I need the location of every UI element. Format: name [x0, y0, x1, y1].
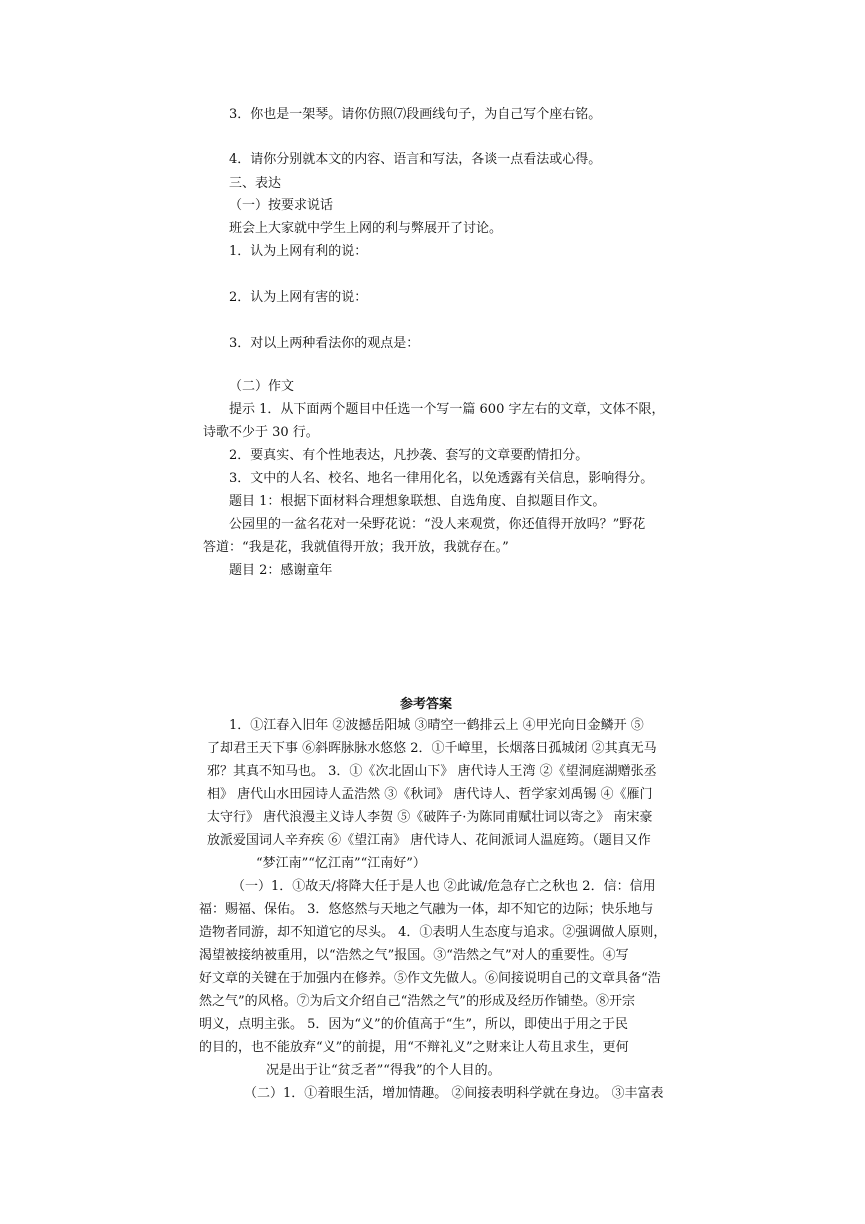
answer-line: 好文章的关键在于加强内在修养。⑤作文先做人。⑥间接说明自己的文章具备“浩 — [199, 971, 661, 986]
answer-line: 相》 唐代山水田园诗人孟浩然 ③《秋词》 唐代诗人、哲学家刘禹锡 ④《雁门 — [207, 787, 653, 802]
tip-1-line-2: 诗歌不少于 30 行。 — [203, 425, 319, 440]
answer-line: 福：赐福、保佑。 3．悠悠然与天地之气融为一体，却不知它的边际；快乐地与 — [199, 902, 654, 917]
answer-line: 造物者同游，却不知道它的尽头。 4．①表明人生态度与追求。②强调做人原则， — [199, 925, 667, 940]
question-4: 4．请你分别就本文的内容、语言和写法，各谈一点看法或心得。 — [229, 152, 602, 167]
tip-3: 3．文中的人名、校名、地名一律用化名，以免透露有关信息，影响得分。 — [229, 471, 654, 486]
tip-2: 2．要真实、有个性地表达，凡抄袭、套写的文章要酌情扣分。 — [229, 448, 589, 463]
answer-line: （一）1．①故天/将降大任于是人也 ②此诚/危急存亡之秋也 2．信：信用 — [232, 879, 656, 894]
part1-item-2: 2．认为上网有害的说： — [229, 290, 368, 305]
part1-heading: （一）按要求说话 — [229, 198, 334, 213]
answer-line: （二）1．①着眼生活，增加情趣。 ②间接表明科学就在身边。 ③丰富表 — [244, 1086, 664, 1101]
answer-line: “梦江南”“忆江南”“江南好”） — [256, 856, 426, 871]
tip-1-line-1: 提示 1．从下面两个题目中任选一个写一篇 600 字左右的文章，文体不限， — [229, 402, 665, 417]
answer-line: 了却君王天下事 ⑥斜晖脉脉水悠悠 2．①千嶂里，长烟落日孤城闭 ②其真无马 — [207, 741, 657, 756]
part1-intro: 班会上大家就中学生上网的利与弊展开了讨论。 — [229, 221, 503, 236]
answer-line: 1．①江春入旧年 ②波撼岳阳城 ③晴空一鹤排云上 ④甲光向日金鳞开 ⑤ — [229, 718, 644, 733]
section-heading: 三、表达 — [229, 176, 282, 191]
answer-line: 的目的，也不能放弃“义”的前提，用“不辩礼义”之财来让人苟且求生，更何 — [199, 1040, 629, 1055]
answer-line: 渴望被接纳被重用，以“浩然之气”报国。③“浩然之气”对人的重要性。④写 — [199, 948, 629, 963]
answer-line: 明义，点明主张。 5．因为“义”的价值高于“生”，所以，即使出于用之于民 — [199, 1017, 628, 1032]
answer-line: 况是出于让“贫乏者”“得我”的个人目的。 — [266, 1063, 501, 1078]
topic-2: 题目 2：感谢童年 — [229, 563, 333, 578]
material-line-1: 公园里的一盆名花对一朵野花说：“没人来观赏，你还值得开放吗？”野花 — [229, 517, 646, 532]
answer-line: 邪？其真不知马也。 3．①《次北固山下》 唐代诗人王湾 ②《望洞庭湖赠张丞 — [207, 764, 657, 779]
question-3: 3．你也是一架琴。请你仿照⑺段画线句子，为自己写个座右铭。 — [229, 107, 602, 122]
topic-1: 题目 1：根据下面材料合理想象联想、自选角度、自拟题目作文。 — [229, 494, 606, 509]
part1-item-1: 1．认为上网有利的说： — [229, 244, 368, 259]
answer-line: 太守行》 唐代浪漫主义诗人李贺 ⑤《破阵子·为陈同甫赋壮词以寄之》 南宋豪 — [207, 810, 653, 825]
answer-line: 然之气”的风格。⑦为后文介绍自己“浩然之气”的形成及经历作铺垫。⑧开宗 — [199, 994, 635, 1009]
part2-heading: （二）作文 — [229, 379, 295, 394]
answer-line: 放派爱国词人辛弃疾 ⑥《望江南》 唐代诗人、花间派词人温庭筠。（题目又作 — [207, 833, 651, 848]
answers-title: 参考答案 — [400, 697, 453, 712]
material-line-2: 答道：“我是花，我就值得开放；我开放，我就存在。” — [203, 540, 509, 555]
part1-item-3: 3．对以上两种看法你的观点是： — [229, 336, 420, 351]
